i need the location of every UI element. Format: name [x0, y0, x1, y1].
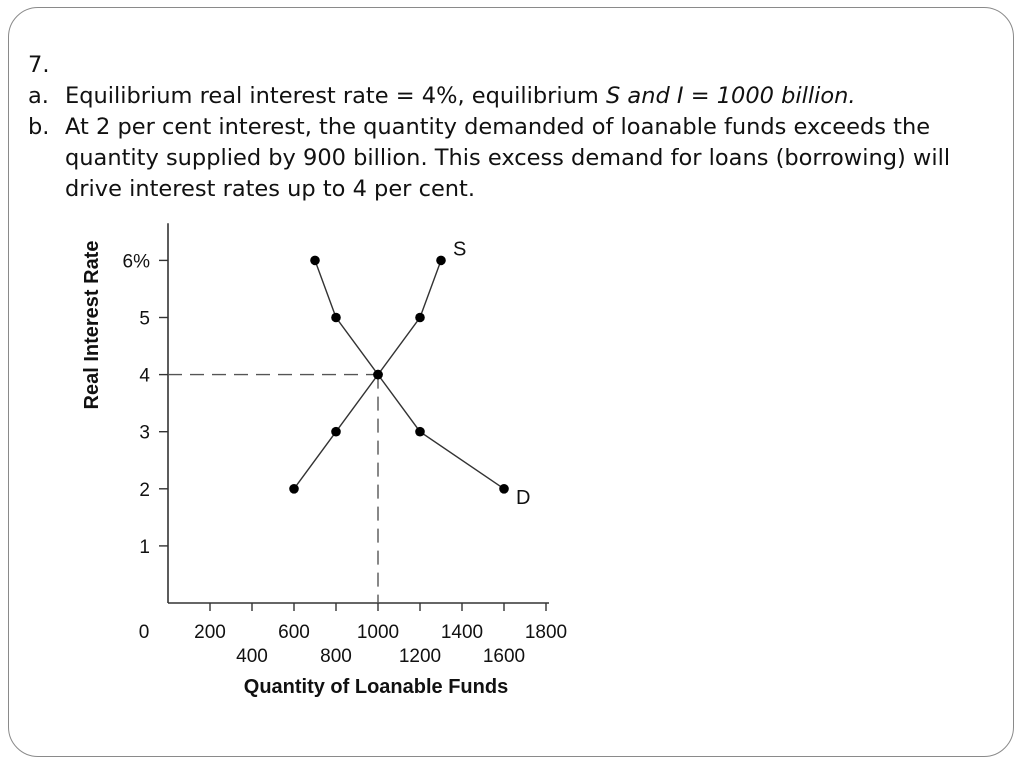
x-axis-label: Quantity of Loanable Funds	[243, 676, 509, 698]
answer-a-label: a.	[28, 83, 49, 109]
y-tick-label: 2	[139, 479, 150, 501]
series-d-point	[331, 313, 341, 323]
series-s-point	[436, 256, 446, 266]
loanable-funds-chart	[78, 221, 594, 699]
question-number: 7.	[28, 52, 50, 78]
series-d-label: D	[516, 486, 531, 509]
series-d-point	[373, 370, 383, 380]
chart-axes	[168, 223, 549, 603]
x-tick-label: 800	[320, 646, 352, 667]
y-tick-label: 4	[139, 365, 150, 387]
series-d-point	[415, 427, 425, 437]
series-s-point	[415, 313, 425, 323]
answer-b-line-1: At 2 per cent interest, the quantity demanded of loanable funds exceeds the	[65, 114, 931, 140]
answer-b-label: b.	[28, 114, 50, 140]
x-tick-label: 1800	[524, 622, 568, 643]
x-tick-label: 200	[194, 622, 226, 643]
y-axis-label: Real Interest Rate	[81, 240, 103, 410]
equilibrium-guides	[168, 375, 378, 603]
y-tick-label: 3	[139, 422, 150, 444]
x-tick-label: 1000	[356, 622, 400, 643]
series-d-point	[310, 256, 320, 266]
answer-a-text: Equilibrium real interest rate = 4%, equilibrium	[65, 83, 606, 109]
series-s-label: S	[453, 238, 467, 261]
answer-b-line-3: drive interest rates up to 4 per cent.	[65, 176, 476, 202]
series-d-line	[315, 260, 504, 488]
answer-b-line-2: quantity supplied by 900 billion. This excess demand for loans (borrowing) will	[65, 145, 951, 171]
x-tick-label: 1400	[440, 622, 484, 643]
x-tick-label: 600	[278, 622, 310, 643]
answer-a-italic-text: S and I = 1000 billion.	[606, 83, 856, 109]
series-s-point	[331, 427, 341, 437]
x-tick-label: 400	[236, 646, 268, 667]
chart-ticks	[123, 251, 568, 667]
chart-svg	[78, 221, 594, 699]
answer-b	[28, 112, 988, 205]
series-d-point	[499, 484, 509, 494]
slide-text	[28, 50, 988, 205]
y-tick-label: 5	[139, 308, 150, 330]
x-tick-label: 1200	[398, 646, 442, 667]
x-tick-label: 1600	[482, 646, 526, 667]
y-tick-label: 6%	[122, 251, 150, 273]
answer-a	[28, 81, 988, 112]
chart-series	[289, 238, 530, 508]
series-s-point	[289, 484, 299, 494]
x-origin-label: 0	[138, 622, 150, 643]
y-tick-label: 1	[139, 536, 150, 558]
